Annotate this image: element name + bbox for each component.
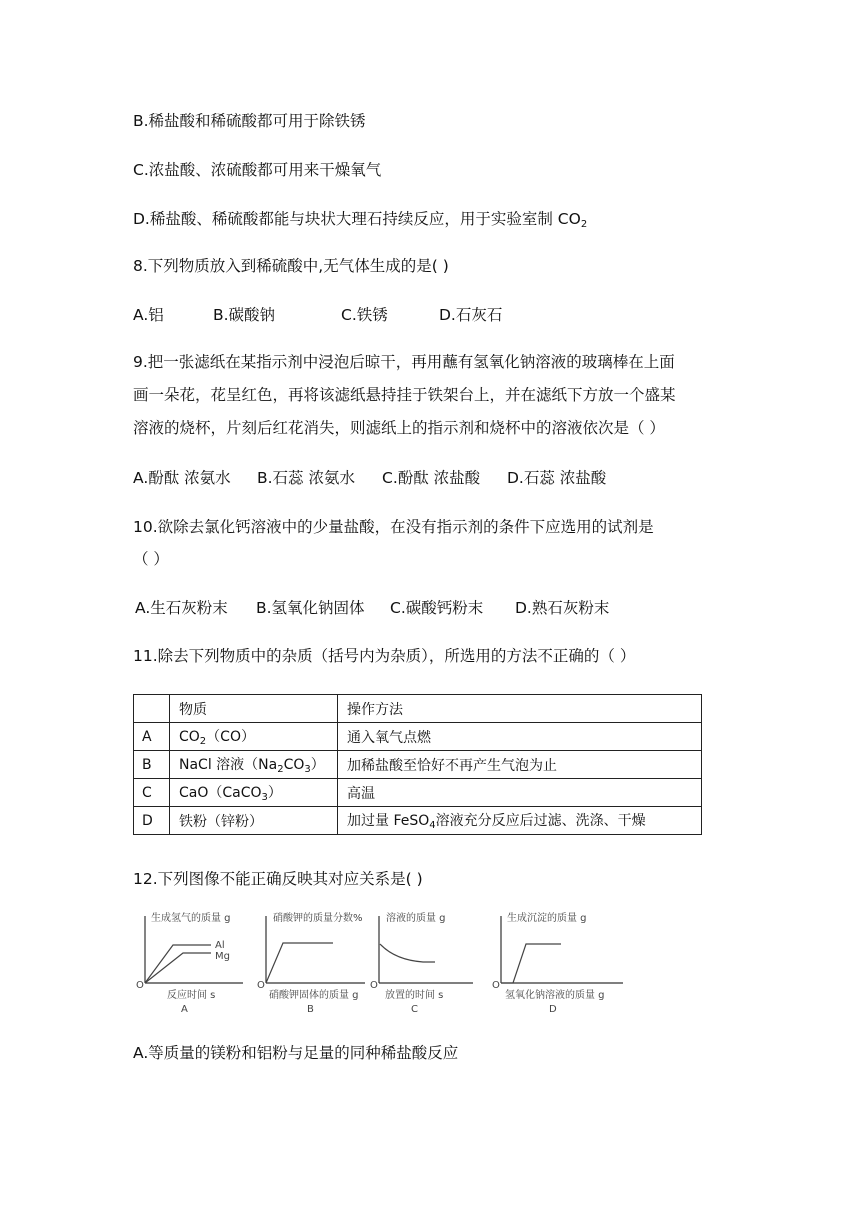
row-substance: NaCl 溶液$(Na_2CO_3)$ [170, 751, 338, 779]
q10-stem-2: （ ） [133, 550, 169, 568]
q9-stem-2: 画一朵花，花呈红色，再将该滤纸悬持挂于铁架台上，并在滤纸下方放一个盛某 [133, 386, 676, 404]
graph-b-letter: B [307, 1004, 314, 1015]
q11-stem: 11.除去下列物质中的杂质（括号内为杂质），所选用的方法不正确的（ ） [133, 647, 636, 665]
table-row [134, 779, 702, 807]
table-row [134, 723, 702, 751]
q8-option-b: B.碳酸钠 [213, 306, 276, 324]
line-d-sub: 2 [580, 219, 588, 230]
q11-table [133, 694, 702, 835]
row-label: D [134, 807, 170, 835]
table-header-row [134, 695, 702, 723]
q10-option-b: B.氢氧化钠固体 [256, 599, 365, 617]
line-d [133, 208, 587, 236]
graph-a-ylabel: 生成氢气的质量 g [151, 913, 231, 924]
graph-b-xlabel: 硝酸钾固体的质量 g [269, 990, 359, 1001]
q12-stem: 12.下列图像不能正确反映其对应关系是( ) [133, 870, 423, 888]
graph-a-origin: O [136, 980, 144, 991]
graph-a [136, 911, 243, 1015]
q9-option-d: D.石蕊 浓盐酸 [507, 469, 607, 487]
q9-stem-3: 溶液的烧杯，片刻后红花消失，则滤纸上的指示剂和烧杯中的溶液依次是（ ） [133, 419, 665, 437]
row-substance: CaO（CaCO$_3$） [170, 779, 338, 807]
graph-b-origin: O [257, 980, 265, 991]
row-label: C [134, 779, 170, 807]
q10-option-c: C.碳酸钙粉末 [390, 599, 484, 617]
graph-d-xlabel: 氢氧化钠溶液的质量 g [505, 990, 605, 1001]
table-row [134, 751, 702, 779]
graph-a-series-al: Al [215, 940, 225, 951]
q10-stem-1: 10.欲除去氯化钙溶液中的少量盐酸，在没有指示剂的条件下应选用的试剂是 [133, 518, 654, 536]
graph-a-letter: A [181, 1004, 188, 1015]
graph-b [257, 911, 365, 1015]
graph-c-letter: C [411, 1004, 418, 1015]
graph-c-ylabel: 溶液的质量 g [386, 913, 446, 924]
graph-a-series-mg: Mg [215, 951, 230, 962]
graph-a-xlabel: 反应时间 s [167, 990, 216, 1001]
row-method: 通入氧气点燃 [338, 723, 702, 751]
q8-option-d: D.石灰石 [439, 306, 503, 324]
q10-options [135, 597, 609, 619]
row-substance: $CO_2(CO)$ [170, 723, 338, 751]
graph-d-origin: O [492, 980, 500, 991]
q9-option-c: C.酚酞 浓盐酸 [382, 469, 481, 487]
table-header-cell: 操作方法 [338, 695, 702, 723]
q9-options [133, 467, 606, 489]
graph-d [492, 911, 623, 1015]
q8-options [133, 304, 502, 326]
row-substance: 铁粉（锌粉） [170, 807, 338, 835]
q9-stem-1: 9.把一张滤纸在某指示剂中浸泡后晾干，再用蘸有氢氧化钠溶液的玻璃棒在上面 [133, 353, 675, 371]
table-row [134, 807, 702, 835]
q8-option-c: C.铁锈 [341, 306, 388, 324]
graph-c-origin: O [370, 980, 378, 991]
q10-option-d: D.熟石灰粉末 [515, 599, 610, 617]
table-header-cell: 物质 [170, 695, 338, 723]
graph-d-ylabel: 生成沉淀的质量 g [507, 913, 587, 924]
table-header-cell [134, 695, 170, 723]
q8-stem: 8.下列物质放入到稀硫酸中,无气体生成的是( ) [133, 257, 449, 275]
q12-graphs [133, 908, 633, 1020]
graph-b-ylabel: 硝酸钾的质量分数% [273, 913, 363, 924]
row-method: 加稀盐酸至恰好不再产生气泡为止 [338, 751, 702, 779]
line-d-text: D.稀盐酸、稀硫酸都能与块状大理石持续反应，用于实验室制 CO [133, 210, 581, 228]
q12-option-a: A.等质量的镁粉和铝粉与足量的同种稀盐酸反应 [133, 1044, 459, 1062]
q9-option-b: B.石蕊 浓氨水 [257, 469, 355, 487]
graph-c [370, 911, 473, 1015]
row-method: 高温 [338, 779, 702, 807]
graph-d-letter: D [549, 1004, 557, 1015]
row-method: 加过量 FeSO$_4$溶液充分反应后过滤、洗涤、干燥 [338, 807, 702, 835]
graph-c-xlabel: 放置的时间 s [385, 990, 444, 1001]
q8-option-a: A.铝 [133, 306, 164, 324]
row-label: B [134, 751, 170, 779]
row-label: A [134, 723, 170, 751]
line-b: B.稀盐酸和稀硫酸都可用于除铁锈 [133, 112, 366, 130]
line-c: C.浓盐酸、浓硫酸都可用来干燥氧气 [133, 161, 382, 179]
q9-option-a: A.酚酞 浓氨水 [133, 469, 231, 487]
q10-option-a: A.生石灰粉末 [135, 599, 228, 617]
